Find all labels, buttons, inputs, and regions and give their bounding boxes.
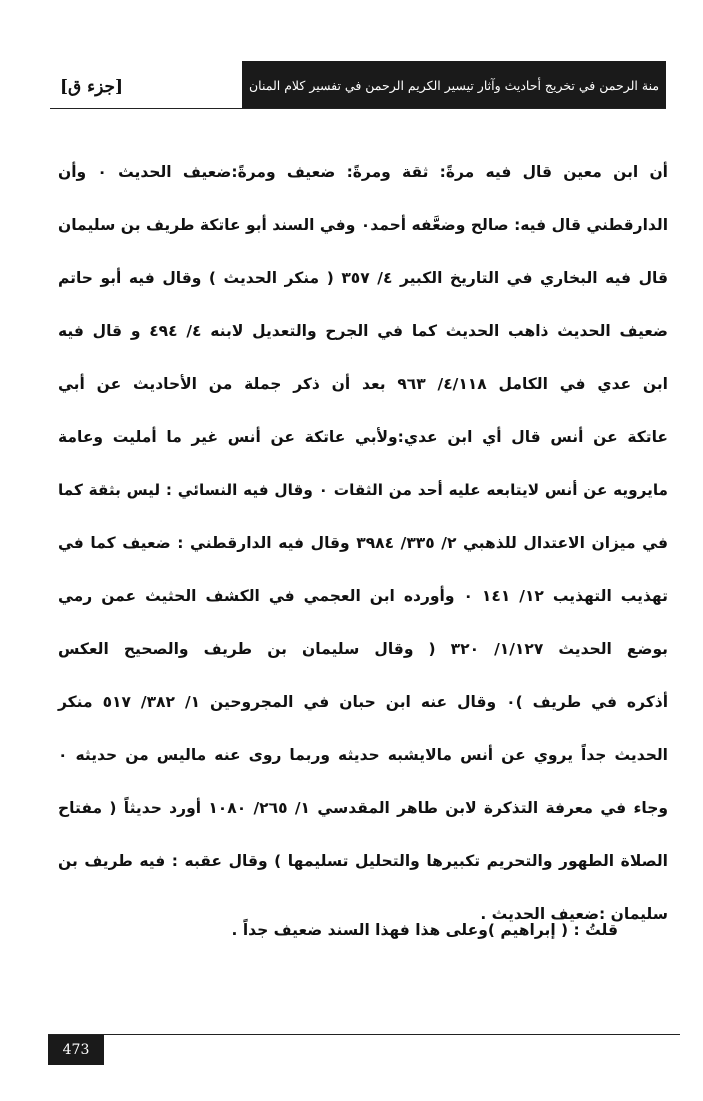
page-number: 473 bbox=[62, 1042, 90, 1058]
text-line: الصلاة الطهور والتحريم تكبيرها والتحليل تسليمها ) وقال عقبه : فيه طريف بن bbox=[58, 852, 668, 870]
page-number-box bbox=[48, 1035, 104, 1065]
text-line: وجاء في معرفة التذكرة لابن طاهر المقدسي ١/ ٢٦٥/ ١٠٨٠ أورد حديثاً ( مفتاح bbox=[58, 799, 669, 817]
text-line: عاتكة عن أنس قال أي ابن عدي:ولأبي عاتكة عن أنس غير ما أمليت وعامة bbox=[58, 428, 668, 446]
text-line: ابن عدي في الكامل ٤/١١٨/ ٩٦٣ بعد أن ذكر جملة من الأحاديث عن أبي bbox=[58, 375, 668, 393]
text-line: قال فيه البخاري في التاريخ الكبير ٤/ ٣٥٧ ( منكر الحديث ) وقال فيه أبو حاتم bbox=[58, 269, 669, 287]
text-line: بوضع الحديث ١/١٢٧/ ٣٢٠ ( وقال سليمان بن طريف والصحيح العكس bbox=[58, 640, 668, 658]
body-text bbox=[58, 146, 668, 941]
part-label: [جزء ق] bbox=[60, 77, 124, 97]
author-note: قلتُ : ( إبراهيم )وعلى هذا فهذا السند ضعيف جداً . bbox=[231, 921, 618, 939]
text-line: في ميزان الاعتدال للذهبي ٢/ ٣٣٥/ ٣٩٨٤ وقال فيه الدارقطني : ضعيف كما في bbox=[58, 534, 668, 552]
text-line: الحديث جداً يروي عن أنس مالايشبه حديثه وربما روى عنه ماليس من حديثه ٠ bbox=[58, 746, 668, 764]
running-header-bar bbox=[242, 61, 666, 109]
text-line: أذكره في طريف )٠ وقال عنه ابن حبان في المجروحين ١/ ٣٨٢/ ٥١٧ منكر bbox=[58, 693, 669, 711]
text-line: مايرويه عن أنس لايتابعه عليه أحد من الثقات ٠ وقال فيه النسائي : ليس بثقة كما bbox=[58, 481, 668, 499]
text-line: سليمان :ضعيف الحديث . bbox=[480, 905, 668, 923]
footer-divider bbox=[48, 1034, 680, 1035]
text-line: ضعيف الحديث ذاهب الحديث كما في الجرح والتعديل لابنه ٤/ ٤٩٤ و قال فيه bbox=[58, 322, 669, 340]
text-line: أن ابن معين قال فيه مرةً: ثقة ومرةً: ضعيف ومرةً:ضعيف الحديث ٠ وأن bbox=[58, 163, 668, 181]
header-divider bbox=[50, 108, 666, 109]
text-line: الدارقطني قال فيه: صالح وضعَّفه أحمد٠ وفي السند أبو عاتكة طريف بن سليمان bbox=[58, 216, 669, 234]
text-line: تهذيب التهذيب ١٢/ ١٤١ ٠ وأورده ابن العجمي في الكشف الحثيث عمن رمي bbox=[58, 587, 668, 605]
book-title: منة الرحمن في تخريج أحاديث وآثار تيسير الكريم الرحمن في تفسير كلام المنان bbox=[248, 77, 660, 93]
